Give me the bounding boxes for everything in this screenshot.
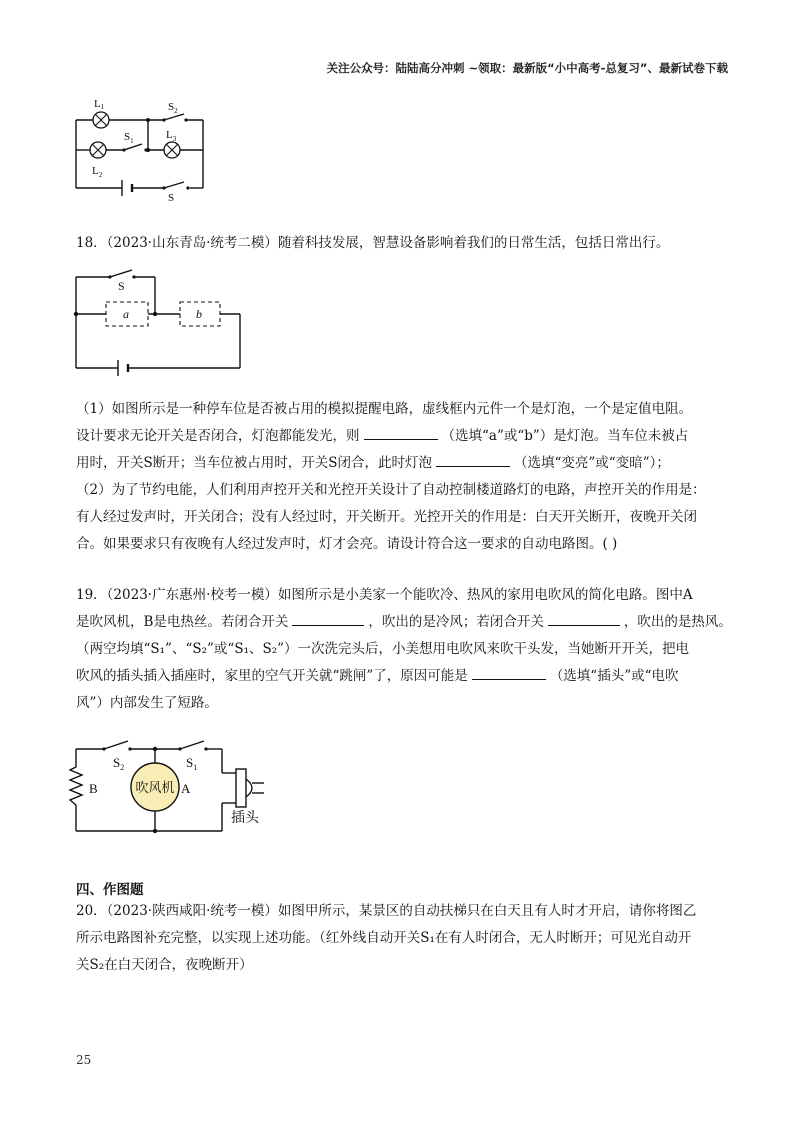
label-S2: S	[168, 101, 175, 113]
label-plug: 插头	[231, 811, 259, 826]
svg-text:L2: $L_2$	[92, 165, 103, 179]
svg-text:S2: $S_2$	[168, 101, 178, 115]
label-switch-S: S	[118, 279, 125, 293]
label-L2: L	[92, 165, 99, 177]
label-B: B	[89, 781, 98, 796]
label-S1-q19: S	[186, 755, 194, 770]
answer-blank-q19-3[interactable]	[472, 665, 546, 680]
circuit-diagram-q18	[60, 260, 260, 390]
svg-text:S2: $S_2$	[113, 755, 125, 772]
label-A: A	[181, 781, 191, 796]
label-S2-q19: S	[113, 755, 121, 770]
answer-blank-q19-2[interactable]	[548, 611, 620, 626]
svg-text:L1: L1	[94, 98, 105, 111]
answer-blank-q18-1[interactable]	[364, 425, 438, 440]
label-S: S	[168, 192, 175, 202]
q18-body: （1）如图所示是一种停车位是否被占用的模拟提醒电路，虚线框内元件一个是灯泡，一个是定值电阻。 设计要求无论开关是否闭合，灯泡都能发光，则 （选填“a”或“b”）是灯泡。当车位未被占 用时，开关S断开；当车位被占用时，开关S闭合，此时灯泡 （选填“变亮”或“变暗”）； （2）为了节约电能，人们利用声控开关和光控开关设计了自动控制楼道路灯的电路，声控开关的作用是： 有人经过发声时，开关闭合；没有人经过时，开关断开。光控开关的作用是：白天开关断开，夜晚开关闭 合。如果要求只有夜晚有人经过发声时，灯才会亮。请设计符合这一要求的自动电路图。( )	[76, 401, 706, 552]
circuit-diagram-q19	[60, 735, 280, 840]
label-S1: S	[124, 131, 131, 143]
label-box-a: a	[123, 307, 129, 321]
label-motor: 吹风机	[135, 780, 175, 795]
svg-text:S1: $S_1$	[124, 131, 134, 145]
svg-text:L3: $L_3$	[166, 129, 177, 143]
page-number: 25	[76, 1053, 92, 1067]
circuit-diagram-q17	[60, 92, 220, 202]
q19-body: 19．（2023·广东惠州·校考一模）如图所示是小美家一个能吹冷、热风的家用电吹风的简化电路。图中A 是吹风机，B是电热丝。若闭合开关 ，吹出的是冷风；若闭合开关 ，吹出的是热风。 （两空均填“S₁”、“S₂”或“S₁、S₂”）一次洗完头后，小美想用电吹风来吹干头发，当她断开开关，把电 吹风的插头插入插座时，家里的空气开关就“跳闸”了，原因可能是 （选填“插头”或“电吹 风”）内部发生了短路。	[76, 587, 732, 711]
label-L1: L	[94, 98, 101, 110]
page-header: 关注公众号：陆陆高分冲刺 ~领取：最新版“小中高考-总复习”、最新试卷下载	[326, 61, 728, 75]
label-box-b: b	[196, 307, 202, 321]
q18-stem: 18．（2023·山东青岛·统考二模）随着科技发展，智慧设备影响着我们的日常生活，包括日常出行。	[76, 235, 670, 251]
section-heading: 四、作图题	[76, 882, 144, 898]
q20-body: 20．（2023·陕西咸阳·统考一模）如图甲所示，某景区的自动扶梯只在白天且有人时才开启，请你将图乙 所示电路图补充完整，以实现上述功能。（红外线自动开关S₁在有人时闭合，无人时断开；可见光自动开 关S₂在白天闭合，夜晚断开）	[76, 903, 697, 973]
label-L3: L	[166, 129, 173, 141]
answer-blank-q18-2[interactable]	[436, 452, 510, 467]
svg-text:S1: $S_1$	[186, 755, 198, 772]
answer-blank-q19-1[interactable]	[292, 611, 364, 626]
